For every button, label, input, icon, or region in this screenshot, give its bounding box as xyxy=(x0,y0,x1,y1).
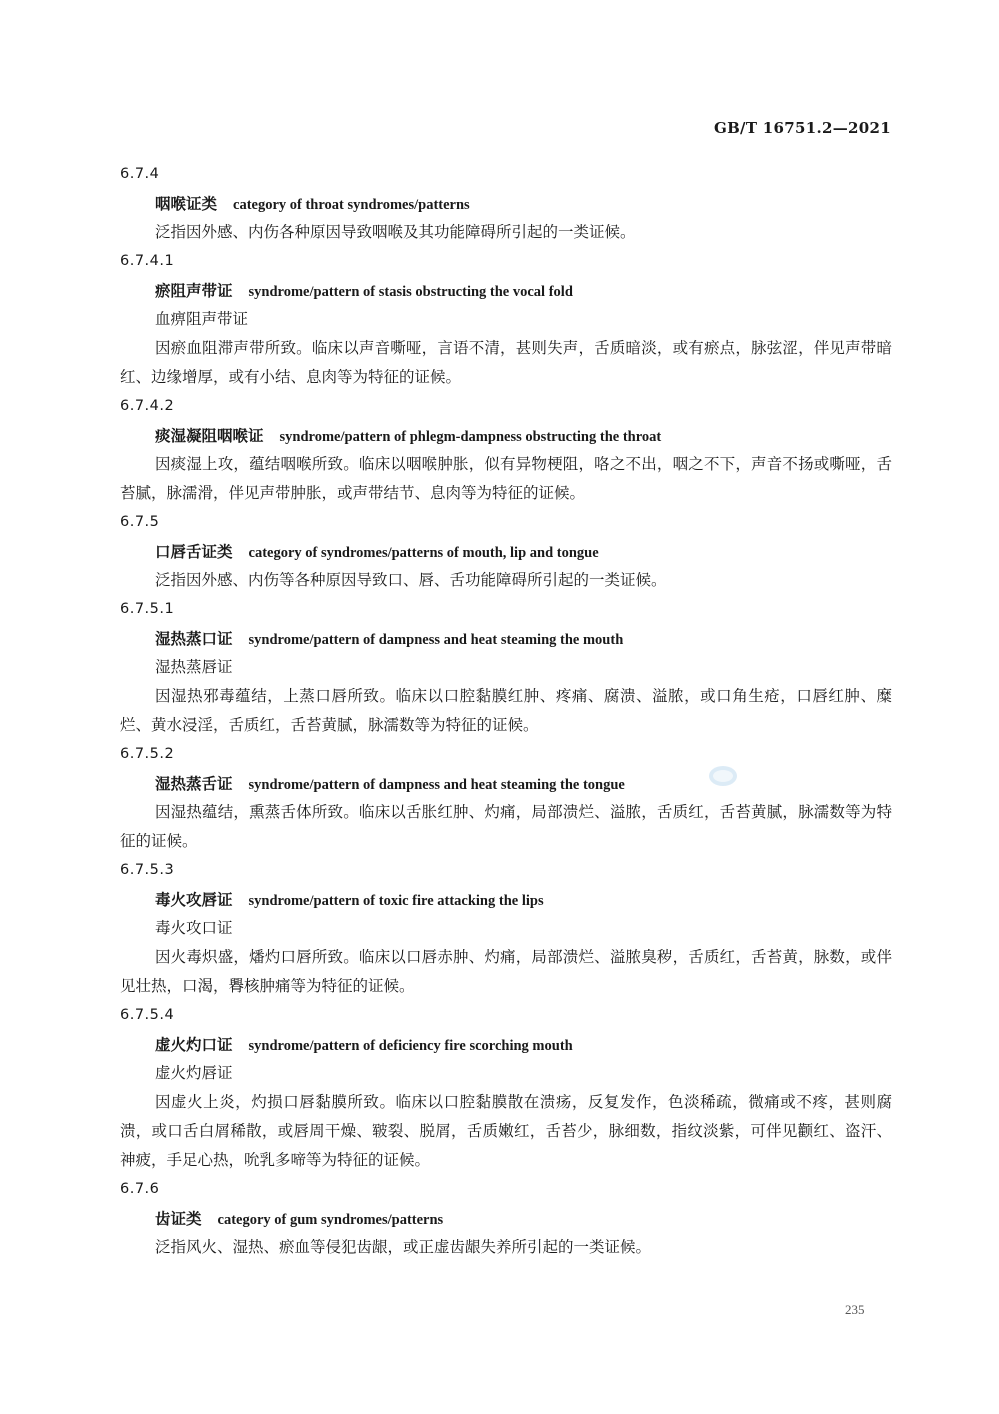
term-title xyxy=(120,421,892,450)
section xyxy=(120,1175,892,1262)
term-en: syndrome/pattern of phlegm-dampness obstructing the throat xyxy=(279,429,662,445)
term-definition: 泛指因外感、内伤各种原因导致咽喉及其功能障碍所引起的一类证候。 xyxy=(155,223,636,241)
term-definition: 泛指因外感、内伤等各种原因导致口、唇、舌功能障碍所引起的一类证候。 xyxy=(155,571,667,589)
watermark-logo-icon xyxy=(708,765,738,787)
term-zh: 口唇舌证类 xyxy=(155,542,233,561)
term-zh: 齿证类 xyxy=(155,1209,202,1228)
term-synonym: 毒火攻口证 xyxy=(155,919,233,937)
term-definition: 因湿热邪毒蕴结，上蒸口唇所致。临床以口腔黏膜红肿、疼痛、腐溃、溢脓，或口角生疮，口唇红肿、糜烂、黄水浸淫，舌质红，舌苔黄腻，脉濡数等为特征的证候。 xyxy=(120,687,892,734)
term-definition: 因虚火上炎，灼损口唇黏膜所致。临床以口腔黏膜散在溃疡，反复发作，色淡稀疏，微痛或不疼，甚则腐溃，或口舌白屑稀散，或唇周干燥、皲裂、脱屑，舌质嫩红，舌苔少，脉细数，指纹淡紫，可伴见颧红、盗汗、神疲，手足心热，吮乳多啼等为特征的证候。 xyxy=(120,1093,892,1169)
section-number: 6.7.5 xyxy=(120,514,160,530)
term-en: category of throat syndromes/patterns xyxy=(233,197,470,213)
section-number: 6.7.5.1 xyxy=(120,601,175,617)
term-definition: 因湿热蕴结，熏蒸舌体所致。临床以舌胀红肿、灼痛，局部溃烂、溢脓，舌质红，舌苔黄腻，脉濡数等为特征的证候。 xyxy=(120,803,892,850)
standard-id: GB/T 16751.2—2021 xyxy=(713,119,891,137)
section xyxy=(120,508,892,595)
term-title xyxy=(120,276,892,305)
section xyxy=(120,392,892,508)
section-number: 6.7.5.2 xyxy=(120,746,175,762)
term-synonym: 血痹阻声带证 xyxy=(155,310,249,328)
term-title xyxy=(120,1204,892,1233)
term-zh: 湿热蒸舌证 xyxy=(155,774,233,793)
term-title xyxy=(120,885,892,914)
term-en: syndrome/pattern of dampness and heat steaming the mouth xyxy=(248,632,624,648)
section xyxy=(120,160,892,247)
term-zh: 痰湿凝阻咽喉证 xyxy=(155,426,264,445)
term-en: category of syndromes/patterns of mouth, lip and tongue xyxy=(248,545,599,561)
term-en: syndrome/pattern of stasis obstructing the vocal fold xyxy=(248,284,573,300)
section xyxy=(120,856,892,1001)
section xyxy=(120,1001,892,1175)
term-definition: 因痰湿上攻，蕴结咽喉所致。临床以咽喉肿胀，似有异物梗阻，咯之不出，咽之不下，声音不扬或嘶哑，舌苔腻，脉濡滑，伴见声带肿胀，或声带结节、息肉等为特征的证候。 xyxy=(120,455,892,502)
term-title xyxy=(120,1030,892,1059)
section xyxy=(120,595,892,740)
term-synonym: 虚火灼唇证 xyxy=(155,1064,233,1082)
term-definition: 因火毒炽盛，燔灼口唇所致。临床以口唇赤肿、灼痛，局部溃烂、溢脓臭秽，舌质红，舌苔黄，脉数，或伴见壮热，口渴，臖核肿痛等为特征的证候。 xyxy=(120,948,892,995)
section-number: 6.7.4.2 xyxy=(120,398,175,414)
section-number: 6.7.4.1 xyxy=(120,253,175,269)
section-number: 6.7.4 xyxy=(120,166,160,182)
section xyxy=(120,740,892,856)
term-zh: 瘀阻声带证 xyxy=(155,281,233,300)
term-definition: 泛指风火、湿热、瘀血等侵犯齿龈，或正虚齿龈失养所引起的一类证候。 xyxy=(155,1238,652,1256)
term-definition: 因瘀血阻滞声带所致。临床以声音嘶哑，言语不清，甚则失声，舌质暗淡，或有瘀点，脉弦涩，伴见声带暗红、边缘增厚，或有小结、息肉等为特征的证候。 xyxy=(120,339,892,386)
term-zh: 毒火攻唇证 xyxy=(155,890,233,909)
term-zh: 湿热蒸口证 xyxy=(155,629,233,648)
term-title xyxy=(120,189,892,218)
page-number: 235 xyxy=(845,1302,865,1317)
section-number: 6.7.5.3 xyxy=(120,862,175,878)
term-title xyxy=(120,537,892,566)
term-en: category of gum syndromes/patterns xyxy=(217,1212,444,1228)
term-en: syndrome/pattern of toxic fire attacking the lips xyxy=(248,893,544,909)
term-title xyxy=(120,769,892,798)
term-en: syndrome/pattern of deficiency fire scorching mouth xyxy=(248,1038,573,1054)
section-number: 6.7.6 xyxy=(120,1181,160,1197)
term-synonym: 湿热蒸唇证 xyxy=(155,658,233,676)
content-body xyxy=(120,160,892,1262)
term-en: syndrome/pattern of dampness and heat steaming the tongue xyxy=(248,777,625,793)
term-title xyxy=(120,624,892,653)
section xyxy=(120,247,892,392)
section-number: 6.7.5.4 xyxy=(120,1007,175,1023)
term-zh: 咽喉证类 xyxy=(155,194,218,213)
term-zh: 虚火灼口证 xyxy=(155,1035,233,1054)
